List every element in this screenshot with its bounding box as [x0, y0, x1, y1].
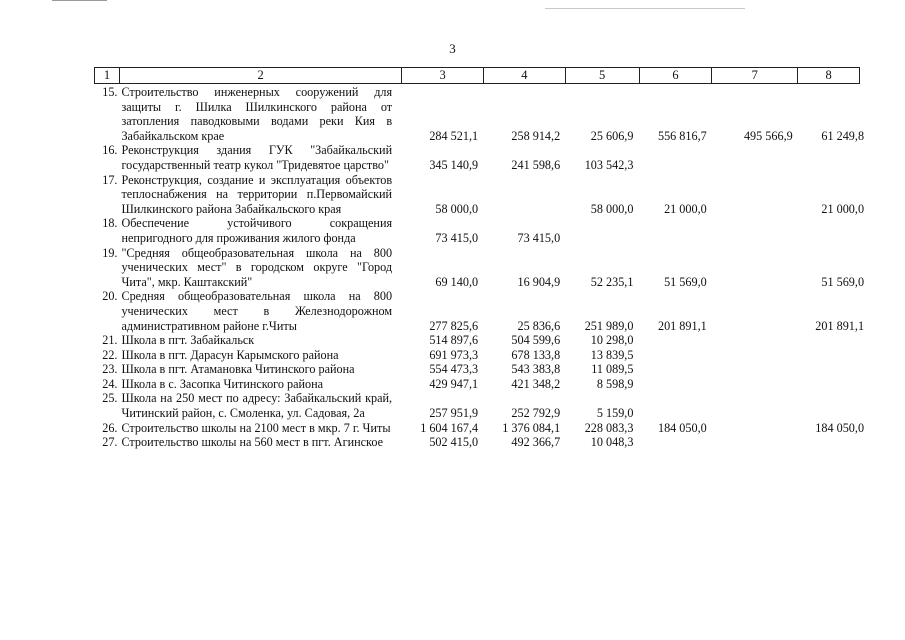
column-header-4: 4 — [484, 68, 566, 83]
row-number: 20. — [102, 289, 118, 304]
page-number: 3 — [449, 41, 456, 56]
table-row — [94, 289, 864, 333]
cell-c4: 678 133,8 — [511, 347, 561, 362]
row-name: Строительство школы на 560 мест в пгт. Агинское — [121, 435, 384, 450]
cell-c3: 429 947,1 — [429, 376, 479, 391]
row-number: 25. — [102, 391, 118, 406]
top-rule-left — [52, 0, 107, 1]
row-number: 16. — [102, 143, 118, 158]
table-body — [94, 85, 864, 450]
row-name: "Средняя общеобразовательная школа на 800 ученических мест" в городском округе "Город Чита", мкр. Каштакский" — [121, 245, 393, 289]
cell-c4: 504 599,6 — [511, 333, 561, 348]
cell-c3: 1 604 167,4 — [420, 420, 479, 435]
table-row — [94, 333, 864, 348]
cell-c3: 257 951,9 — [429, 406, 479, 421]
cell-c7: 495 566,9 — [743, 128, 793, 143]
column-header-1: 1 — [95, 68, 120, 83]
cell-c5: 52 235,1 — [590, 274, 634, 289]
cell-c8: 61 249,8 — [821, 128, 865, 143]
table-row — [94, 391, 864, 420]
table-row — [94, 421, 864, 436]
row-number: 18. — [102, 216, 118, 231]
cell-c3: 284 521,1 — [429, 128, 479, 143]
row-name: Обеспечение устойчивого сокращения непригодного для проживания жилого фонда — [121, 216, 393, 245]
table-row — [94, 143, 864, 172]
cell-c4: 16 904,9 — [517, 274, 561, 289]
row-number: 21. — [102, 333, 118, 348]
cell-c3: 502 415,0 — [429, 435, 479, 450]
cell-c5: 8 598,9 — [596, 376, 634, 391]
cell-c3: 554 473,3 — [429, 362, 479, 377]
table-row — [94, 85, 864, 143]
column-header-5: 5 — [566, 68, 640, 83]
table-row — [94, 377, 864, 392]
cell-c5: 13 839,5 — [590, 347, 634, 362]
cell-c6: 556 816,7 — [657, 128, 707, 143]
cell-c5: 251 989,0 — [584, 318, 634, 333]
row-name: Реконструкция здания ГУК "Забайкальский государственный театр кукол "Тридевятое царство" — [121, 143, 393, 172]
cell-c4: 241 598,6 — [511, 157, 561, 172]
cell-c4: 492 366,7 — [511, 435, 561, 450]
column-header-8: 8 — [825, 68, 832, 82]
cell-c4: 543 383,8 — [511, 362, 561, 377]
cell-c3: 58 000,0 — [435, 201, 479, 216]
cell-c4: 421 348,2 — [511, 376, 561, 391]
row-name: Школа на 250 мест по адресу: Забайкальский край, Читинский район, с. Смоленка, ул. Садовая, 2а — [121, 391, 393, 421]
table-row — [94, 362, 864, 377]
cell-c6: 201 891,1 — [657, 318, 707, 333]
column-header-2: 2 — [120, 68, 402, 83]
row-name: Строительство школы на 2100 мест в мкр. 7 г. Читы — [121, 420, 391, 435]
table-row — [94, 246, 864, 290]
cell-c5: 10 298,0 — [590, 333, 634, 348]
row-number: 26. — [102, 420, 118, 435]
table-row — [94, 173, 864, 217]
cell-c4: 25 836,6 — [517, 318, 561, 333]
top-rule-right — [545, 8, 745, 9]
row-name: Средняя общеобразовательная школа на 800 ученических мест в Железнодорожном административном районе г.Читы — [121, 289, 393, 333]
table-row — [94, 216, 864, 245]
cell-c6: 51 569,0 — [664, 274, 707, 289]
cell-c5: 58 000,0 — [590, 201, 634, 216]
row-number: 22. — [102, 347, 118, 362]
cell-c3: 277 825,6 — [429, 318, 479, 333]
cell-c8: 51 569,0 — [821, 274, 865, 289]
row-number: 27. — [102, 435, 118, 450]
cell-c3: 691 973,3 — [429, 347, 479, 362]
row-number: 23. — [102, 362, 118, 377]
cell-c3: 73 415,0 — [435, 230, 479, 245]
column-header-7: 7 — [712, 68, 798, 83]
cell-c3: 514 897,6 — [429, 333, 479, 348]
row-name: Реконструкция, создание и эксплуатация объектов теплоснабжения на территории п.Первомайский Шилкинского района Забайкальского края — [121, 172, 393, 216]
cell-c8: 21 000,0 — [821, 201, 865, 216]
row-number: 15. — [102, 85, 118, 99]
cell-c4: 73 415,0 — [517, 230, 561, 245]
table-row — [94, 348, 864, 363]
cell-c3: 345 140,9 — [429, 157, 479, 172]
column-header-3: 3 — [402, 68, 484, 83]
cell-c5: 103 542,3 — [584, 157, 634, 172]
cell-c4: 252 792,9 — [511, 406, 561, 421]
column-header-row — [94, 67, 860, 84]
cell-c8: 184 050,0 — [815, 420, 865, 435]
cell-c5: 5 159,0 — [596, 406, 634, 421]
cell-c5: 25 606,9 — [590, 128, 634, 143]
column-header-6: 6 — [640, 68, 713, 83]
cell-c4: 1 376 084,1 — [502, 420, 561, 435]
row-name: Школа в пгт. Дарасун Карымского района — [121, 347, 339, 362]
cell-c3: 69 140,0 — [435, 274, 479, 289]
cell-c5: 11 089,5 — [591, 362, 634, 377]
row-name: Строительство инженерных сооружений для защиты г. Шилка Шилкинского района от затопления паводковыми водами реки Кия в Забайкальском крае — [121, 85, 393, 143]
row-number: 17. — [102, 172, 118, 187]
cell-c5: 10 048,3 — [590, 435, 634, 450]
cell-c8: 201 891,1 — [815, 318, 865, 333]
table-row — [94, 435, 864, 450]
cell-c4: 258 914,2 — [511, 128, 561, 143]
row-number: 19. — [102, 245, 118, 260]
cell-c6: 184 050,0 — [657, 420, 707, 435]
row-name: Школа в пгт. Забайкальск — [121, 333, 255, 348]
row-number: 24. — [102, 376, 118, 391]
row-name: Школа в пгт. Атамановка Читинского района — [121, 362, 355, 377]
cell-c6: 21 000,0 — [664, 201, 707, 216]
row-name: Школа в с. Засопка Читинского района — [121, 376, 324, 391]
cell-c5: 228 083,3 — [584, 420, 634, 435]
